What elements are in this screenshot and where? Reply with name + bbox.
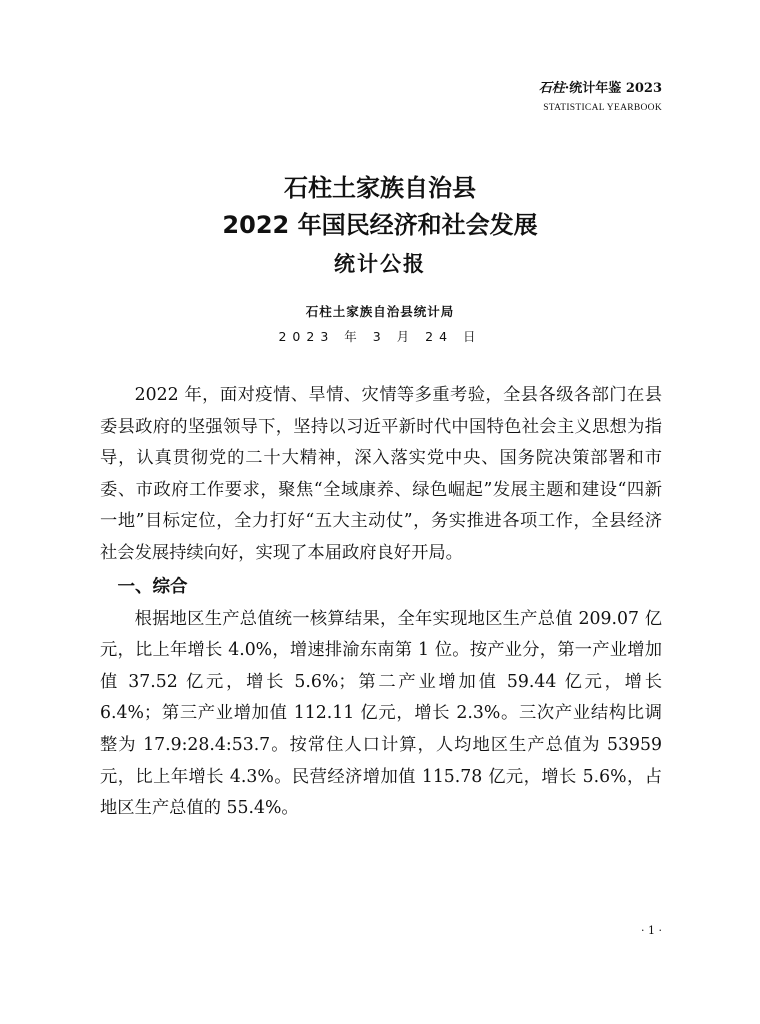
issuer: 石柱土家族自治县统计局 — [305, 304, 455, 319]
intro-paragraph: 2022 年，面对疫情、旱情、灾情等多重考验，全县各级各部门在县委县政府的坚强领导下，坚持以习近平新时代中国特色社会主义思想为指导，认真贯彻党的二十大精神，深入落实党中央、国务院决策部署和市委、市政府工作要求，聚焦“全域康养、绿色崛起”发展主题和建设“四新一地”目标定位，全力打好“五大主动仗”，务实推进各项工作，全县经济社会发展持续向好，实现了本届政府良好开局。 — [100, 385, 662, 563]
overview-paragraph: 根据地区生产总值统一核算结果，全年实现地区生产总值 209.07 亿元，比上年增长 4.0%，增速排渝东南第 1 位。按产业分，第一产业增加值 37.52 亿元，增长 5.6%；第二产业增加值 59.44 亿元，增长 6.4%；第三产业增加值 112.11 亿元，增长 2.3%。三次产业结构比调整为 17.9:28.4:53.7。按常住人口计算，人均地区生产总值为 53959 元，比上年增长 4.3%。民营经济增加值 115.78 亿元，增长 5.6%，占地区生产总值的 55.4%。 — [100, 608, 662, 819]
page-number: · 1 · — [641, 924, 662, 937]
document-body — [100, 380, 662, 825]
yearbook-subtitle: STATISTICAL YEARBOOK — [543, 103, 662, 113]
issue-date: 2023 年 3 月 24 日 — [278, 329, 482, 344]
yearbook-brand: 石柱 — [538, 81, 565, 96]
section-heading-overview: 一、综合 — [117, 576, 188, 597]
title-line-3: 统计公报 — [334, 252, 426, 276]
document-title — [0, 170, 760, 282]
title-line-2: 2022 年国民经济和社会发展 — [222, 211, 538, 239]
title-line-1: 石柱土家族自治县 — [284, 174, 476, 202]
running-header — [539, 80, 662, 115]
yearbook-title — [539, 80, 662, 98]
yearbook-title-rest: ·统计年鉴 2023 — [564, 81, 662, 96]
